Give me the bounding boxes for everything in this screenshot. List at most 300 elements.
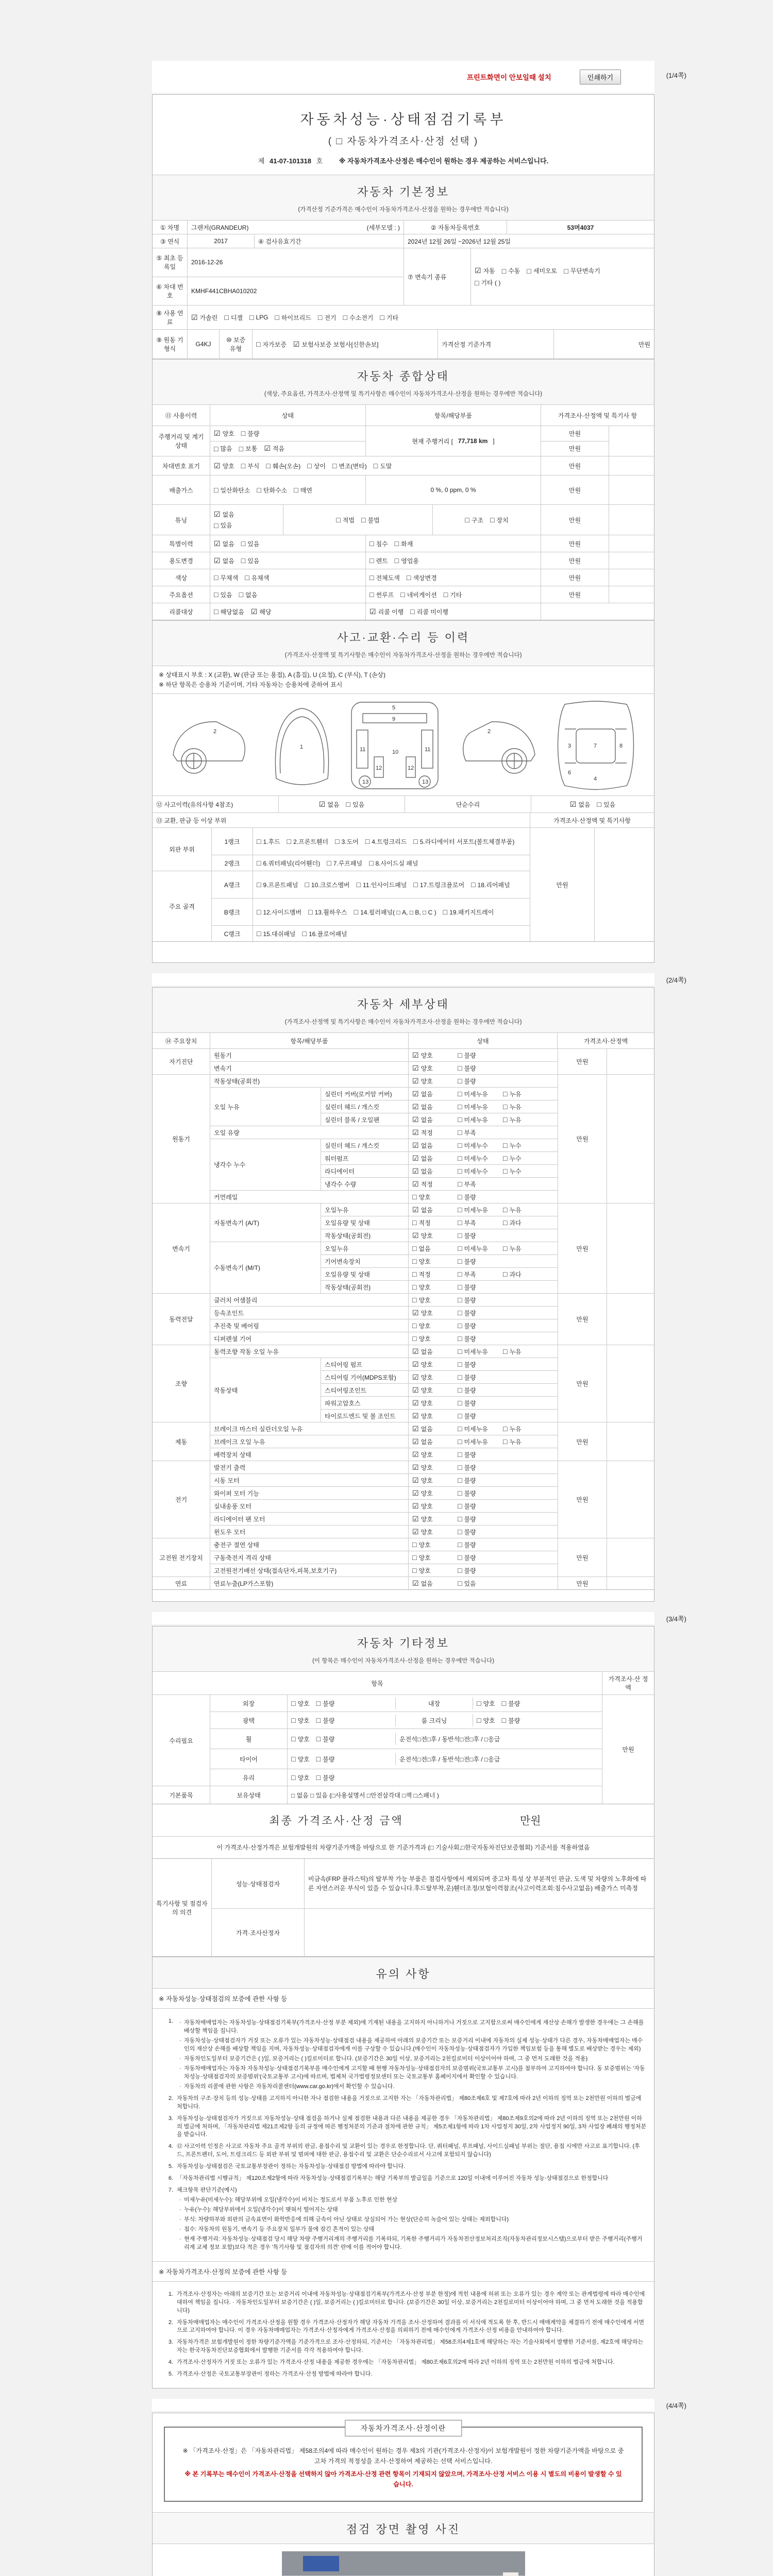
device-units [210, 1345, 558, 1422]
checkbox-option [471, 880, 510, 889]
checkbox-label: 미세누유 [464, 1438, 488, 1446]
checkbox-icon: □ [501, 1716, 507, 1725]
checkbox-icon: □ [503, 1167, 508, 1176]
bullet-icon: · [179, 2235, 181, 2242]
checkbox-icon: ☑ [412, 1450, 419, 1459]
checkbox-icon: ☑ [214, 429, 221, 437]
notice-item-number: 3. [168, 2115, 173, 2122]
checkbox-label: 불량 [464, 1335, 476, 1343]
checkbox-label: 미세누유 [464, 1103, 488, 1111]
checkbox-option [458, 1077, 503, 1086]
checkbox-icon: □ [458, 1167, 462, 1176]
checkbox-label: 불량 [464, 1232, 476, 1240]
device-state-options [409, 1139, 558, 1151]
legend-symbols: ※ 상태표시 부호 : X (교환), W (판금 또는 용접), A (흠집), U (요철), C (부식), T (손상) [159, 671, 385, 679]
document-number-line [153, 156, 654, 165]
checkbox-label: 있음 [220, 591, 232, 599]
device-state-options [409, 1113, 558, 1126]
device-units [210, 1538, 558, 1577]
checkbox-label: 영업용 [401, 557, 419, 565]
device-subitem-label: 냉각수 수량 [321, 1178, 409, 1190]
checkbox-label: 불량 [464, 1386, 476, 1394]
checkbox-label: 양호 [421, 1489, 433, 1497]
device-subitems [321, 1358, 558, 1422]
checkbox-option [291, 1699, 310, 1708]
checkbox-label: 양호 [421, 1451, 433, 1459]
checkbox-icon: □ [241, 462, 246, 470]
checkbox-label: 누유 [509, 1348, 522, 1355]
warranty-label: ⑩ 보증 유형 [220, 330, 253, 359]
print-preview-page [0, 61, 773, 2576]
print-button[interactable]: 인쇄하기 [580, 70, 621, 84]
notice-item-text: 「자동차관리법 시행규칙」 제120조제2항에 따라 자동차성능·상태점검기록부는 해당 기록부의 발급일을 기준으로 120일 이내에 이루어진 자동차 성능·상태점검으로 한정합니다 [177, 2175, 609, 2182]
section-overall-header [153, 359, 654, 405]
device-unit [210, 1513, 558, 1526]
checkbox-option [503, 1437, 548, 1446]
price-unit: 만원 [541, 476, 609, 504]
checkbox-option [307, 462, 326, 470]
device-state-options [409, 1358, 558, 1370]
color-label: 색상 [153, 569, 210, 586]
notice-item-number: 6. [168, 2175, 173, 2182]
report-page-1 [152, 94, 654, 963]
detail-section [153, 1345, 654, 1422]
col-header-use-history: ⑪ 사용이력 [153, 405, 210, 426]
checkbox-icon: ☑ [412, 1050, 419, 1059]
checkbox-option [458, 1064, 503, 1073]
checkbox-icon: ☑ [250, 607, 258, 616]
device-state-options [409, 1229, 558, 1242]
checkbox-option [336, 516, 355, 524]
checkbox-option [458, 1463, 503, 1472]
checkbox-label: 불량 [464, 1489, 476, 1497]
checkbox-label: 렌트 [376, 557, 388, 565]
checkbox-icon: ☑ [412, 1205, 419, 1214]
checkbox-option [503, 1270, 548, 1279]
device-state-options [409, 1255, 558, 1267]
section-detail-note: (가격조사·산정액 및 특기사항은 매수인이 자동차가격조사·산정을 원하는 경우에만 적습니다) [284, 1019, 522, 1026]
device-state-options [409, 1062, 558, 1074]
device-item-label: 추진축 및 베어링 [210, 1319, 409, 1332]
device-state-options [409, 1371, 558, 1383]
checkbox-icon: □ [291, 1773, 296, 1782]
checkbox-label: 누유 [509, 1245, 522, 1252]
device-item-label: 연료누출(LP가스포함) [210, 1577, 409, 1589]
checkbox-icon: ☑ [569, 800, 577, 808]
checkbox-label: 보통 [245, 445, 258, 453]
checkbox-icon: □ [302, 929, 307, 938]
notice-bullet-text: 침수: 자동차의 원동기, 변속기 등 주요장치 일부가 물에 잠긴 흔적이 있는 상태 [184, 2226, 375, 2232]
checkbox-icon: □ [503, 1154, 508, 1163]
checkbox-label: 네비게이션 [407, 591, 437, 599]
checkbox-label: 누유 [509, 1438, 522, 1446]
price-unit: 만원 [530, 828, 595, 941]
checkbox-label: 미세누유 [464, 1116, 488, 1124]
device-item-label: 고전원전기배선 상태(접속단자,피복,보호기구) [210, 1564, 409, 1577]
checkbox-option [412, 1579, 458, 1588]
checkbox-option [412, 1218, 458, 1227]
notice-item [160, 2175, 647, 2183]
price-unit: 만원 [558, 1577, 607, 1589]
device-simple-row [210, 1513, 558, 1525]
section-etc-note: (이 항목은 매수인이 자동차가격조사·산정을 원하는 경우에만 적습니다) [312, 1658, 494, 1665]
checkbox-label: 없음 [421, 1155, 433, 1162]
device-simple-row [210, 1577, 558, 1589]
submodel-value: (세부모델 : ) [366, 224, 400, 231]
checkbox-option [257, 837, 280, 846]
car-diagram-svg [164, 697, 643, 792]
checkbox-label: 적정 [421, 1180, 433, 1188]
document-header [153, 95, 654, 175]
checkbox-label: 부족 [464, 1219, 476, 1227]
tuning-label: 튜닝 [153, 505, 210, 535]
checkbox-icon: □ [458, 1193, 462, 1201]
exchange-price-header: 가격조사·산정액 및 특기사항 [553, 817, 631, 824]
bullet-icon: · [179, 2216, 181, 2223]
device-state-options [409, 1242, 558, 1255]
notice-item-text: 가격조사·산정자는 아래의 보증기간 또는 보증거리 이내에 자동차성능·상태점검기록부(가격조사·산정 부분 한정)에 적힌 내용에 허위 또는 오류가 있는 경우 계약 또는 관계법령에 따라 매수인에 대하여 책임을 집니다. · 자동차인도일부터 보증기간은 ( )일, 보증거리는 ( )킬로미터로 합니다. (보증기간은 30일 이상, 보증거리는 2천킬로미터 이상이어야 하며, 그 중 먼저 도래한 것을 적용합니다) [177, 2291, 645, 2314]
checkbox-label: 양호 [297, 1755, 310, 1763]
checkbox-label: 기타 [386, 314, 399, 321]
checkbox-label: 있음 [352, 801, 365, 808]
device-subitem-row [321, 1178, 558, 1190]
checkbox-label: 불량 [464, 1477, 476, 1484]
checkbox-label: 누유 [509, 1116, 522, 1124]
checkbox-option [503, 1090, 548, 1098]
notice-item-text: 체크항목 판단기준(예시) [177, 2187, 237, 2194]
device-unit [210, 1139, 558, 1191]
state-options [291, 1773, 334, 1782]
checkbox-label: 불량 [464, 1541, 476, 1549]
checkbox-label: 보험사보증 보험사[신한손보] [301, 341, 379, 348]
inspector-remarks: 비금속(FRP 플라스틱)의 탈부착 가능 부품은 점검사항에서 제외되며 중고차 특성 상 부분적인 판금, 도색 및 차량의 노후화에 따른 자연스러운 부식이 있을 수 있습니다.후드탈부착,운)휀더조정/보험이력참조(사고이력조회:침수사고없음) 배출가스 미측정 [308, 1875, 647, 1892]
checkbox-option [412, 1128, 458, 1137]
device-subitem-row [321, 1100, 558, 1113]
row-label: 내장 [396, 1698, 473, 1709]
basic-info-table [153, 221, 654, 359]
checkbox-label: 해당 [259, 608, 272, 616]
engine-type-label: ⑨ 원동 기형식 [153, 330, 188, 359]
panel-number: 2 [487, 728, 491, 735]
checkbox-option [597, 800, 616, 809]
checkbox-label: 해당없음 [220, 608, 244, 616]
checkbox-icon: □ [412, 1553, 417, 1562]
checkbox-label: 색상변경 [413, 574, 437, 582]
print-install-notice[interactable]: 프린트화면이 안보일때 설치 [466, 74, 551, 81]
checkbox-icon: ☑ [412, 1372, 419, 1381]
checkbox-option [458, 1579, 503, 1588]
device-unit [210, 1500, 558, 1513]
checkbox-option [458, 1321, 503, 1330]
device-unit [210, 1538, 558, 1551]
section-accident-note: (가격조사·산정액 및 특기사항은 매수인이 자동차가격조사·산정을 원하는 경우에만 적습니다) [284, 652, 522, 658]
checkbox-option [503, 1141, 548, 1150]
checkbox-option [257, 486, 287, 495]
device-state-options [409, 1538, 558, 1551]
checkbox-option [214, 521, 232, 530]
checkbox-label: 불량 [464, 1296, 476, 1304]
checkbox-option [369, 556, 388, 565]
device-group-label: 조향 [153, 1345, 210, 1422]
checkbox-icon: □ [458, 1515, 462, 1523]
simple-repair-options [570, 800, 615, 809]
checkbox-icon: □ [346, 800, 351, 809]
checkbox-label: 11.인사이드패널 [363, 881, 407, 889]
checkbox-label: 미세누유 [464, 1206, 488, 1214]
checkbox-option [318, 313, 337, 322]
col-header-device: ⑭ 주요장치 [153, 1033, 210, 1048]
device-state-options [409, 1526, 558, 1538]
detail-section [153, 1461, 654, 1538]
panel-number: 12 [407, 765, 414, 772]
reg-no-label: ② 자동차등록번호 [404, 221, 507, 234]
checkbox-label: 양호 [418, 1322, 431, 1330]
checkbox-label: 불량 [464, 1502, 476, 1510]
checkbox-option [458, 1347, 503, 1356]
color-options [214, 573, 270, 582]
panel-number: 3 [567, 743, 571, 750]
section-etc-title: 자동차 기타정보 [357, 1637, 449, 1650]
device-item-label: 배력장치 상태 [210, 1448, 409, 1461]
device-subitem-label: 실린더 헤드 / 개스킷 [321, 1139, 409, 1151]
checkbox-option [458, 1244, 503, 1253]
price-notes-cell [607, 1075, 654, 1203]
device-simple-row [210, 1487, 558, 1499]
checkbox-label: 양호 [483, 1717, 495, 1724]
checkbox-option [458, 1154, 503, 1163]
device-subitem-label: 작동상태(공회전) [321, 1229, 409, 1242]
row-label: 보유상태 [210, 1786, 288, 1804]
checkbox-label: 10.크로스멤버 [311, 881, 350, 889]
checkbox-option [191, 313, 217, 322]
special-history-label: 특별이력 [153, 535, 210, 552]
device-simple-row [210, 1448, 558, 1461]
checkbox-label: 양호 [418, 1296, 431, 1304]
price-unit: 만원 [558, 1345, 607, 1422]
section-notice-title: 유의 사항 [376, 1968, 431, 1981]
device-item-label: 시동 모터 [210, 1474, 409, 1486]
checkbox-icon: □ [373, 462, 378, 470]
notice-item-text: 자동차성능·상태점검자가 거짓으로 자동차성능·상태 점검을 하거나 실제 점검한 내용과 다른 내용을 제공한 경우 「자동차관리법」 제80조제9호의2에 따라 2년 이하의 징역 또는 2천만원 이하의 벌금에 처하며, 「자동차관리법 제21조제2항 등의 규정에 따른 행정처분의 기준과 절차에 관한 규칙」 제5조제1항에 따라 1차 사업정지 30일, 2차 사업정지 90일, 3차 사업장 폐쇄의 행정처분을 받습니다. [177, 2115, 647, 2138]
checkbox-label: 없음 [421, 1206, 433, 1214]
checkbox-icon: □ [369, 859, 374, 868]
checkbox-label: 기타 ( ) [481, 279, 501, 286]
device-item-label: 동력조향 작동 오일 누유 [210, 1345, 409, 1358]
checkbox-label: 양호 [421, 1399, 433, 1407]
checkbox-option [214, 510, 234, 519]
car-damage-diagram [153, 694, 654, 796]
device-simple-row [210, 1538, 558, 1551]
checkbox-icon: □ [239, 444, 244, 453]
checkbox-icon: □ [245, 573, 249, 582]
device-state-options [409, 1191, 558, 1203]
checkbox-label: 14.필러패널( □ A, □ B, □ C ) [360, 908, 436, 916]
checkbox-label: 화재 [401, 540, 413, 548]
checkbox-label: 불량 [323, 1755, 335, 1763]
checkbox-icon: □ [458, 1425, 462, 1433]
device-state-options [409, 1448, 558, 1461]
device-state-options [409, 1384, 558, 1396]
infobox-title: 자동차가격조사·산정이란 [345, 2420, 462, 2436]
checkbox-icon: □ [257, 837, 261, 846]
col-header-price: 가격조사·산 정액 [602, 1672, 654, 1694]
device-unit [210, 1564, 558, 1577]
checkbox-option [458, 1103, 503, 1111]
checkbox-icon: ☑ [412, 1488, 419, 1497]
checkbox-option [502, 1699, 520, 1708]
checkbox-option [412, 1180, 458, 1189]
device-simple-row [210, 1461, 558, 1473]
price-unit: 만원 [541, 552, 609, 569]
checkbox-option [266, 462, 300, 470]
notice-bullet [177, 2235, 647, 2252]
device-state-options [409, 1126, 558, 1139]
device-unit [210, 1191, 558, 1203]
notice-item-number: 4. [168, 2359, 173, 2366]
state-options [477, 1716, 520, 1725]
checkbox-icon: □ [241, 556, 246, 565]
device-item-label: 작동상태(공회전) [210, 1075, 409, 1087]
checkbox-label: 있음 [464, 1580, 476, 1587]
col-header-state: 상태 [409, 1033, 558, 1048]
device-item-label: 발전기 출력 [210, 1461, 409, 1473]
checkbox-icon: □ [369, 539, 374, 548]
vin-value: KMHF441CBHA010202 [191, 287, 257, 295]
checkbox-option [214, 539, 234, 548]
checkbox-icon: □ [503, 1244, 508, 1253]
checkbox-option [241, 556, 260, 565]
state-options [477, 1699, 520, 1708]
checkbox-label: 불량 [464, 1451, 476, 1459]
device-subitem-label: 오일누유 [321, 1242, 409, 1255]
row-label: 휠 [210, 1729, 288, 1749]
device-compound-row [210, 1242, 558, 1293]
checkbox-label: 불량 [464, 1193, 476, 1201]
price-unit: 만원 [622, 1746, 634, 1754]
device-subitem-row [321, 1410, 558, 1422]
bullet-icon: · [179, 2083, 181, 2090]
checkbox-icon: □ [412, 1321, 417, 1330]
checkbox-option [458, 1206, 503, 1214]
doc-no-suffix: 호 [316, 157, 323, 165]
device-state-options [409, 1216, 558, 1229]
checkbox-icon: □ [458, 1090, 462, 1098]
device-subgroup-label: 오일 누유 [210, 1088, 321, 1126]
device-unit [210, 1332, 558, 1345]
checkbox-label: 불량 [464, 1283, 476, 1291]
checkbox-label: 양호 [421, 1052, 433, 1059]
detail-table-header [153, 1033, 654, 1049]
checkbox-option [257, 859, 320, 868]
checkbox-label: 없음 [421, 1116, 433, 1124]
checkbox-icon: □ [597, 800, 602, 809]
checkbox-option [412, 1141, 458, 1150]
checkbox-icon: □ [458, 1437, 462, 1446]
checkbox-icon: ☑ [412, 1476, 419, 1484]
checkbox-label: 미세누수 [464, 1142, 488, 1149]
checkbox-icon: □ [458, 1579, 462, 1588]
checkbox-option [249, 313, 268, 321]
device-item-label: 변속기 [210, 1062, 409, 1074]
checkbox-icon: □ [287, 837, 292, 846]
checkbox-icon: ☑ [412, 1102, 419, 1111]
main-frame-group: 주요 골격 [153, 871, 212, 941]
checkbox-icon: ☑ [412, 1527, 419, 1536]
section-overall-note: (색상, 주요옵션, 가격조사·산정액 및 특기사항은 매수인이 자동차가격조사·산정을 원하는 경우에만 적습니다) [264, 391, 543, 397]
inspection-photo-1 [282, 2551, 525, 2576]
checkbox-icon: ☑ [412, 1154, 419, 1162]
notice-item-number: 2. [168, 2319, 173, 2326]
checkbox-option [503, 1244, 548, 1253]
checkbox-option [458, 1437, 503, 1446]
device-units [210, 1204, 558, 1293]
checkbox-label: 적법 [342, 516, 355, 524]
checkbox-label: 양호 [418, 1567, 431, 1574]
checkbox-icon: □ [316, 1716, 321, 1725]
checkbox-option [458, 1167, 503, 1176]
device-subitems [321, 1088, 558, 1126]
device-state-options [409, 1268, 558, 1280]
device-unit [210, 1049, 558, 1062]
tire-position-text: 운전석□전□후 / 동반석□전□후 / □응급 [399, 1755, 500, 1763]
checkbox-option [412, 1347, 458, 1356]
infobox-line-2: ※ 본 기록부는 매수인이 가격조사·산정을 선택하지 않아 가격조사·산정 관련 항목이 기재되지 않았으며, 가격조사·산정 서비스 이용 시 별도의 비용이 발생할 수 있습니다. [184, 2470, 622, 2488]
device-state-options [409, 1088, 558, 1100]
car-name-value: 그랜저(GRANDEUR) [191, 224, 249, 231]
checkbox-icon: □ [307, 462, 312, 470]
rank1-items [257, 837, 514, 846]
checkbox-icon: □ [413, 880, 418, 889]
checkbox-icon: ☑ [412, 1411, 419, 1420]
checkbox-label: 양호 [421, 1064, 433, 1072]
checkbox-icon: □ [458, 1489, 462, 1498]
doc-no: 41-07-101318 [269, 157, 311, 165]
checkbox-icon: □ [335, 837, 340, 846]
first-reg-label: ⑤ 최초 등록일 [153, 248, 188, 277]
checkbox-icon: □ [214, 444, 219, 453]
checkbox-label: 양호 [421, 1386, 433, 1394]
checkbox-option [412, 1540, 458, 1549]
checkbox-icon: □ [316, 1773, 321, 1782]
transmission-options [475, 266, 650, 275]
checkbox-option [527, 266, 557, 275]
device-subgroup-label: 작동상태 [210, 1358, 321, 1422]
checkbox-option [412, 1553, 458, 1562]
price-unit: 만원 [541, 505, 609, 535]
device-subitem-label: 실린더 헤드 / 개스킷 [321, 1100, 409, 1113]
notice-item [160, 2095, 647, 2111]
checkbox-label: 없음 [421, 1425, 433, 1433]
detail-section [153, 1294, 654, 1345]
section-detail-title: 자동차 세부상태 [357, 998, 449, 1011]
device-unit [210, 1487, 558, 1500]
checkbox-icon: □ [503, 1218, 508, 1227]
base-price-label: 가격산정 기준가격 [438, 330, 554, 359]
fuel-options [191, 313, 398, 322]
panel-number: 10 [392, 749, 398, 756]
checkbox-icon: □ [458, 1180, 462, 1189]
device-group-label: 동력전달 [153, 1294, 210, 1345]
device-group-label: 제동 [153, 1422, 210, 1461]
device-subitem-label: 오일유량 및 상태 [321, 1216, 409, 1229]
checkbox-label: 훼손(오손) [272, 462, 301, 470]
checkbox-option [412, 1412, 458, 1420]
checkbox-option [458, 1450, 503, 1459]
device-group-label: 원동기 [153, 1075, 210, 1203]
checkbox-label: 누수 [509, 1155, 522, 1162]
checkbox-label: 양호 [421, 1528, 433, 1536]
checkbox-option [346, 800, 365, 809]
